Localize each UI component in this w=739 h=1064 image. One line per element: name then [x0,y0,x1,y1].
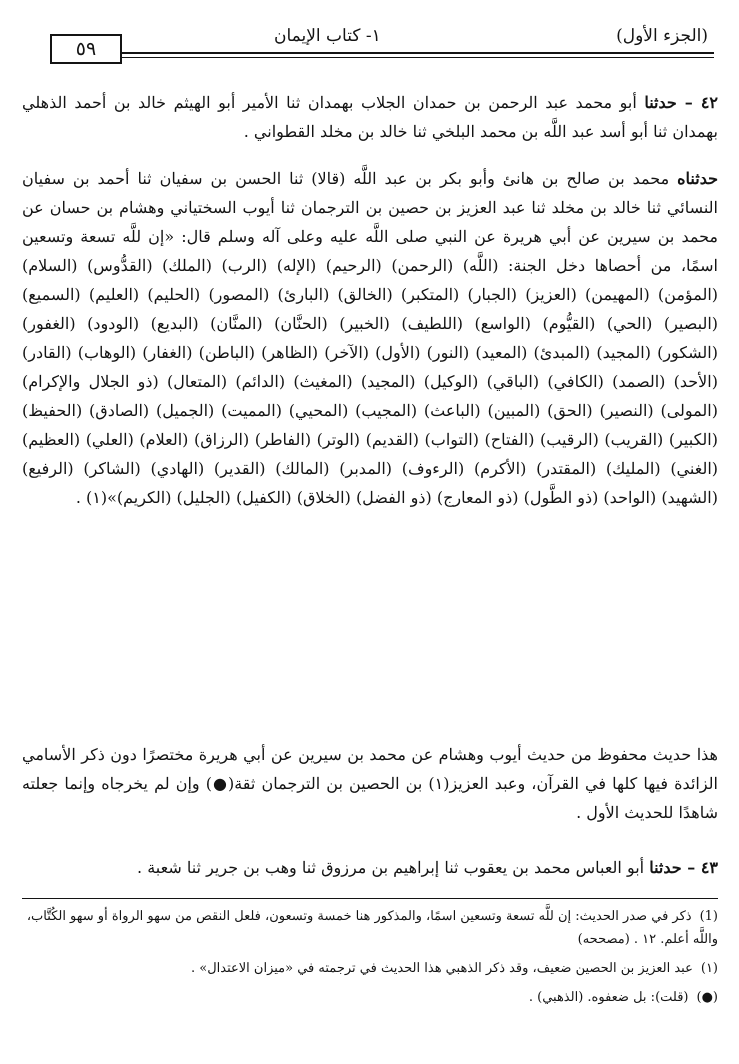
header-rule-thin [120,57,714,58]
commentary-paragraph [22,740,718,827]
page-header [24,24,714,64]
footnote-text: عبد العزيز بن الحصين ضعيف، وقد ذكر الذهبي هذا الحديث في ترجمته في «ميزان الاعتدال» . [190,961,693,976]
hadith-42b-paragraph [22,164,718,512]
footnote [22,986,718,1009]
footnote [22,905,718,951]
footnote-mark: (١) [700,961,718,976]
book-title: ١- كتاب الإيمان [274,26,381,46]
footnote [22,957,718,980]
hadith-43-text: أبو العباس محمد بن يعقوب ثنا إبراهيم بن مرزوق ثنا وهب بن جرير ثنا شعبة . [137,858,650,877]
hadith-42b-label: حدثناه [677,169,718,188]
hadith-42-number: ٤٢ – حدثنا [644,93,718,112]
header-rule-thick [120,52,714,54]
hadith-43-number: ٤٣ – حدثنا [649,858,718,877]
hadith-42-paragraph [22,88,718,146]
footnote-separator [22,898,718,899]
hadith-42-text: أبو محمد عبد الرحمن بن حمدان الجلاب بهمدان ثنا الأمير أبو الهيثم خالد بن أحمد الذهلي بهمدان ثنا أبو أسد عبد اللَّه بن محمد البلخي ثنا خالد بن مخلد القطواني . [22,93,718,141]
commentary-text: هذا حديث محفوظ من حديث أيوب وهشام عن محمد بن سيرين عن أبي هريرة مختصرًا دون ذكر الأسامي الزائدة فيها كلها في القرآن، وعبد العزيز(١) بن الحصين بن الترجمان ثقة(●) وإن لم يخرجاه وإنما جعلته شاهدًا للحديث الأول . [22,745,718,822]
page-number: ٥٩ [75,38,97,60]
footnote-text: (قلت): بل ضعفوه. (الذهبي) . [528,990,689,1005]
hadith-43-paragraph [22,853,718,882]
hadith-42b-text: محمد بن صالح بن هانئ وأبو بكر بن عبد اللَّه (قالا) ثنا الحسن بن سفيان ثنا أحمد بن سفيان النسائي ثنا خالد بن مخلد ثنا عبد العزيز بن حصين بن الترجمان ثنا أيوب السختياني وهشام بن حسان عن محمد بن سيرين عن أبي هريرة عن النبي صلى اللَّه عليه وعلى آله وسلم قال: «إن للَّه تسعة وتسعين اسمًا، من أحصاها دخل الجنة: (اللَّه) (الرحمن) (الرحيم) (الإله) (الرب) (الملك) (القدُّوس) (السلام) (المؤمن) (المهيمن) (العزيز) (الجبار) (المتكبر) (الخالق) (البارئ) (المصور) (الحليم) (العليم) (السميع) (البصير) (الحي) (القيُّوم) (الواسع) (اللطيف) (الخبير) (الحنَّان) (المنَّان) (البديع) (الودود) (الغفور) (الشكور) (المجيد) (المبدئ) (المعيد) (النور) (الأول) (الآخر) (الظاهر) (الباطن) (الغفار) (الوهاب) (القادر) (الأحد) (الصمد) (الكافي) (الباقي) (الوكيل) (المجيد) (المغيث) (الدائم) (المتعال) (ذو الجلال والإكرام) (المولى) (النصير) (الحق) (المبين) (الباعث) (المجيب) (المحيي) (المميت) (الجميل) (الصادق) (الحفيظ) (الكبير) (القريب) (الرقيب) (الفتاح) (التواب) (القديم) (الوتر) (الفاطر) (الرزاق) (العلام) (العلي) (العظيم) (الغني) (المليك) (المقتدر) (الأكرم) (الرءوف) (المدبر) (المالك) (القدير) (الهادي) (الشاكر) (الرفيع) (الشهيد) (الواحد) (ذو الطَّول) (ذو المعارج) (ذو الفضل) (الخلاق) (الكفيل) (الجليل) (الكريم)»(١) . [22,169,719,507]
footnote-mark: (1) [699,909,718,924]
footnote-text: ذكر في صدر الحديث: إن للَّه تسعة وتسعين اسمًا، والمذكور هنا خمسة وتسعون، فلعل النقص من سهو الرواة أو سهو الكُتَّاب، واللَّه أعلم. ١٢ . (مصححه) [26,909,718,947]
footnotes [22,905,718,1015]
part-label: (الجزء الأول) [616,26,708,46]
footnote-mark: (●) [696,990,718,1005]
page-number-box [50,34,122,64]
